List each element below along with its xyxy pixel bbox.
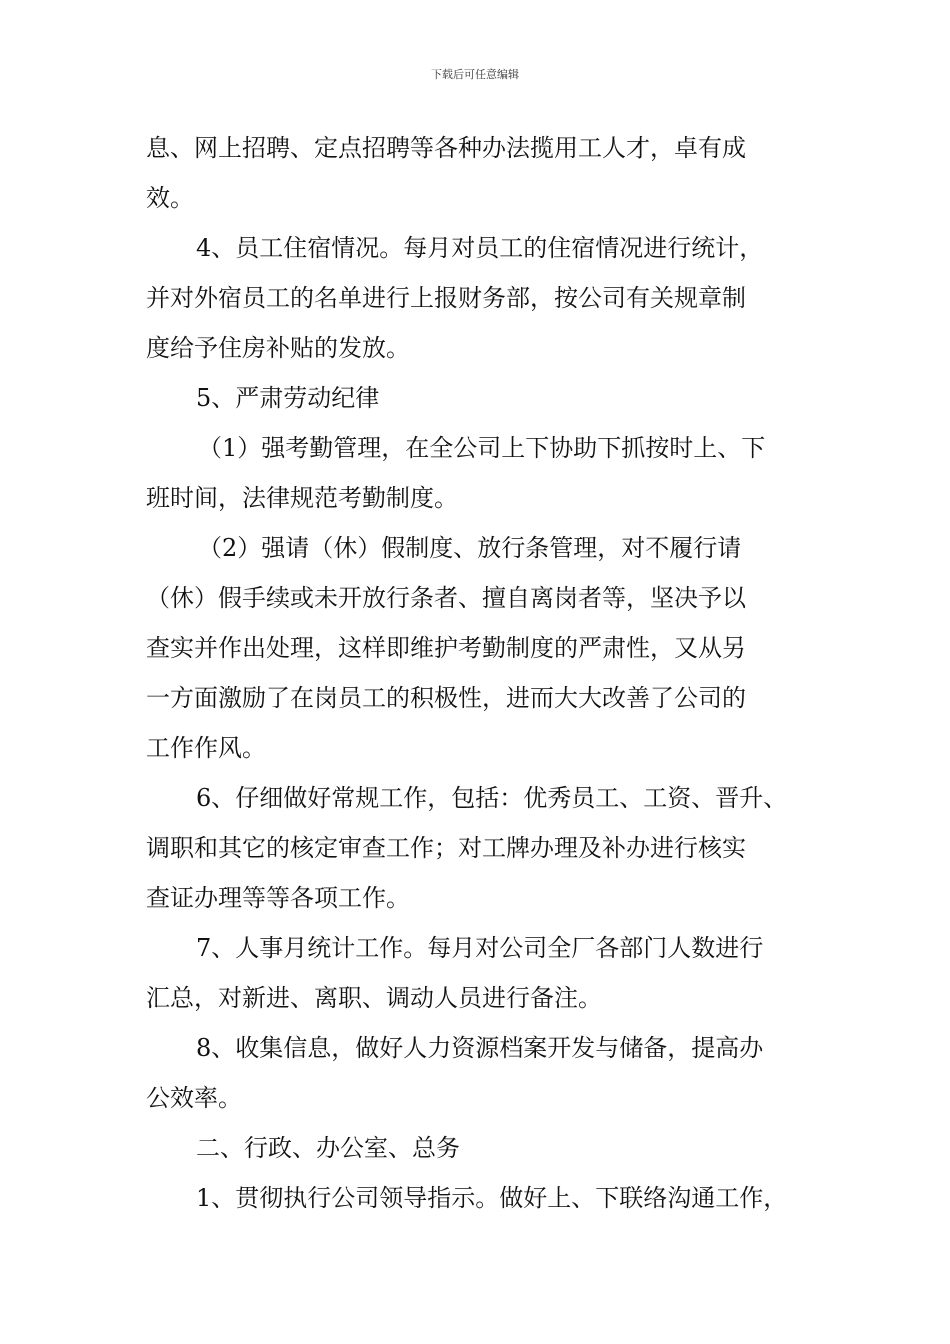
text-line: 4、员工住宿情况。每月对员工的住宿情况进行统计，: [196, 234, 764, 262]
section-heading: 5、严肃劳动纪律: [196, 384, 380, 412]
text-line: 查证办理等等各项工作。: [146, 884, 410, 912]
text-line: （休）假手续或未开放行条者、擅自离岗者等，坚决予以: [146, 584, 746, 612]
text-line: 调职和其它的核定审查工作；对工牌办理及补办进行核实: [146, 834, 746, 862]
page-header: 下载后可任意编辑: [431, 68, 519, 81]
text-line: 6、仔细做好常规工作，包括：优秀员工、工资、晋升、: [196, 784, 788, 812]
text-line: （1）强考勤管理，在全公司上下协助下抓按时上、下: [198, 434, 766, 462]
text-line: 班时间，法律规范考勤制度。: [146, 484, 458, 512]
text-line: 汇总，对新进、离职、调动人员进行备注。: [146, 984, 602, 1012]
text-line: 效。: [146, 184, 194, 212]
text-line: 息、网上招聘、定点招聘等各种办法揽用工人才，卓有成: [146, 134, 746, 162]
text-line: 公效率。: [146, 1084, 242, 1112]
text-line: 查实并作出处理，这样即维护考勤制度的严肃性，又从另: [146, 634, 746, 662]
text-line: 并对外宿员工的名单进行上报财务部，按公司有关规章制: [146, 284, 746, 312]
text-line: 一方面激励了在岗员工的积极性，进而大大改善了公司的: [146, 684, 746, 712]
text-line: 工作作风。: [146, 734, 266, 762]
text-line: （2）强请（休）假制度、放行条管理，对不履行请: [198, 534, 742, 562]
text-line: 1、贯彻执行公司领导指示。做好上、下联络沟通工作，: [196, 1184, 788, 1212]
text-line: 度给予住房补贴的发放。: [146, 334, 410, 362]
text-line: 8、收集信息，做好人力资源档案开发与储备，提高办: [196, 1034, 764, 1062]
section-heading: 二、行政、办公室、总务: [196, 1134, 460, 1162]
text-line: 7、人事月统计工作。每月对公司全厂各部门人数进行: [196, 934, 764, 962]
